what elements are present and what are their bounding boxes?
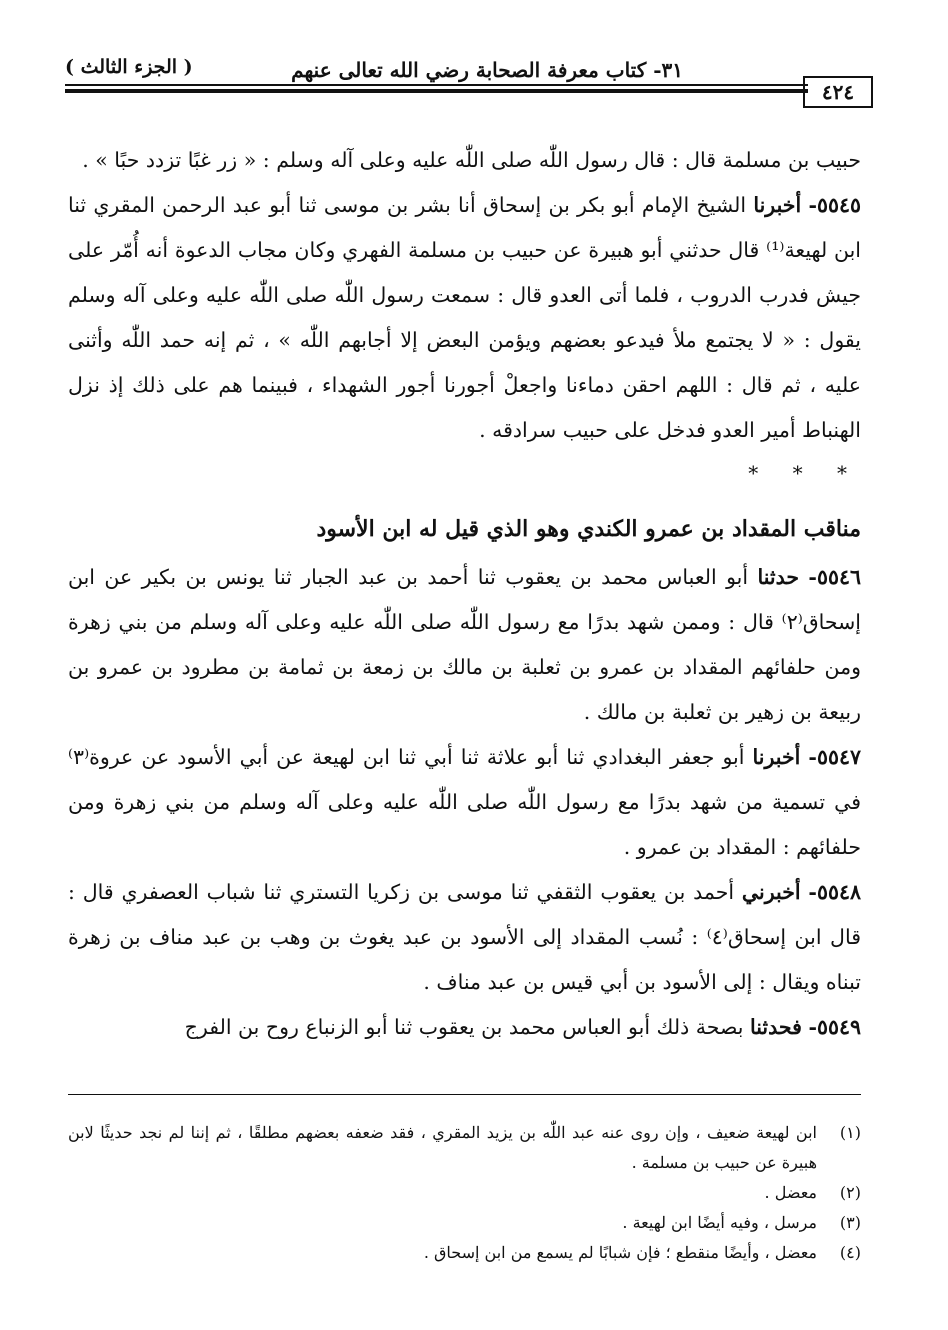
hadith-paragraph xyxy=(68,1005,861,1050)
footnote-text: معضل . xyxy=(764,1183,817,1202)
page-header xyxy=(65,48,873,104)
footnote-text: ابن لهيعة ضعيف ، وإن روى عنه عبد اللّٰه بن يزيد المقري ، فقد ضعفه بعضهم مطلقًا ، ثم إننا لم نجد حديثًا لابن هبيرة عن حبيب بن مسلمة . xyxy=(68,1123,817,1172)
volume-label: ( الجزء الثالث ) xyxy=(65,56,193,78)
footnotes xyxy=(68,1118,861,1268)
hadith-paragraph xyxy=(68,870,861,1005)
hadith-text: بصحة ذلك أبو العباس محمد بن يعقوب ثنا أبو الزنباع روح بن الفرج xyxy=(184,1015,744,1039)
hadith-number: ٥٥٤٥- xyxy=(808,193,861,217)
footnote-divider xyxy=(68,1094,861,1095)
hadith-paragraph xyxy=(68,555,861,735)
hadith-number: ٥٥٤٨- xyxy=(808,880,861,904)
header-rule-thin xyxy=(65,84,808,86)
footnote xyxy=(68,1208,861,1238)
hadith-number: ٥٥٤٧- xyxy=(808,745,861,769)
chapter-title: ٣١- كتاب معرفة الصحابة رضي الله تعالى عنهم xyxy=(291,58,683,82)
footnote-text: معضل ، وأيضًا منقطع ؛ فإن شبابًا لم يسمع من ابن إسحاق . xyxy=(423,1243,817,1262)
section-heading: مناقب المقداد بن عمرو الكندي وهو الذي قيل له ابن الأسود xyxy=(316,516,861,542)
footnote-number: (٤) xyxy=(839,1243,861,1262)
hadith-text: الشيخ الإمام أبو بكر بن إسحاق أنا بشر بن موسى ثنا أبو عبد الرحمن المقري ثنا ابن لهيعة⁽¹⁾ قال حدثني أبو هبيرة عن حبيب بن مسلمة الفهري وكان مجاب الدعوة أنه أُمّر على جيش فدرب الدروب ، فلما أتى العدو قال : سمعت رسول اللّٰه صلى اللّٰه عليه وعلى آله وسلم يقول : « لا يجتمع ملأ فيدعو بعضهم ويؤمن البعض إلا أجابهم اللّٰه » ، ثم إنه حمد اللّٰه وأثنى عليه ، ثم قال : اللهم احقن دماءنا واجعلْ أجورنا أجور الشهداء ، فبينما هم على ذلك إذ نزل الهنباط أمير العدو فدخل على حبيب سرادقه . xyxy=(68,193,861,442)
footnote-number: (١) xyxy=(839,1123,861,1142)
page-number-box: ٤٢٤ xyxy=(803,76,873,108)
hadith-text: أبو العباس محمد بن يعقوب ثنا أحمد بن عبد الجبار ثنا يونس بن بكير عن ابن إسحاق⁽٢⁾ قال : وممن شهد بدرًا مع رسول اللّٰه صلى اللّٰه عليه وعلى آله وسلم من بني زهرة ومن حلفائهم المقداد بن عمرو بن ثعلبة بن مالك بن زمعة بن ثمامة بن مطرود بن عمرو بن ربيعة بن زهير بن ثعلبة بن مالك . xyxy=(68,565,861,724)
hadith-text: أحمد بن يعقوب الثقفي ثنا موسى بن زكريا التستري ثنا شباب العصفري قال : قال ابن إسحاق⁽٤⁾ : نُسب المقداد إلى الأسود بن عبد يغوث بن وهب بن عبد مناف بن زهرة تبناه ويقال : إلى الأسود بن أبي قيس بن عبد مناف . xyxy=(68,880,861,994)
hadith-paragraph xyxy=(68,183,861,453)
footnote-number: (٢) xyxy=(839,1183,861,1202)
paragraph-text: حبيب بن مسلمة قال : قال رسول اللّٰه صلى اللّٰه عليه وعلى آله وسلم : « زر غبًا تزدد حبًا » . xyxy=(82,148,861,172)
hadith-lead-word: فحدثنا xyxy=(749,1015,802,1039)
footnote xyxy=(68,1118,861,1178)
section-separator: * * * xyxy=(748,461,861,485)
hadith-lead-word: أخبرنا xyxy=(753,193,802,217)
footnote xyxy=(68,1178,861,1208)
hadith-lead-word: حدثنا xyxy=(757,565,800,589)
footnote-number: (٣) xyxy=(839,1213,861,1232)
footnote xyxy=(68,1238,861,1268)
hadith-text: أبو جعفر البغدادي ثنا أبو علاثة ثنا أبي ثنا ابن لهيعة عن أبي الأسود عن عروة⁽٣⁾ في تسمية من شهد بدرًا مع رسول اللّٰه صلى اللّٰه عليه وعلى آله وسلم من بني زهرة ومن حلفائهم : المقداد بن عمرو . xyxy=(68,745,861,859)
hadith-number: ٥٥٤٦- xyxy=(808,565,861,589)
footnote-text: مرسل ، وفيه أيضًا ابن لهيعة . xyxy=(622,1213,817,1232)
hadith-lead-word: أخبرنا xyxy=(752,745,801,769)
paragraph xyxy=(68,138,861,183)
header-rule-thick xyxy=(65,89,808,93)
main-text xyxy=(68,138,861,1050)
hadith-number: ٥٥٤٩- xyxy=(808,1015,861,1039)
hadith-lead-word: أخبرني xyxy=(741,880,801,904)
hadith-paragraph xyxy=(68,735,861,870)
